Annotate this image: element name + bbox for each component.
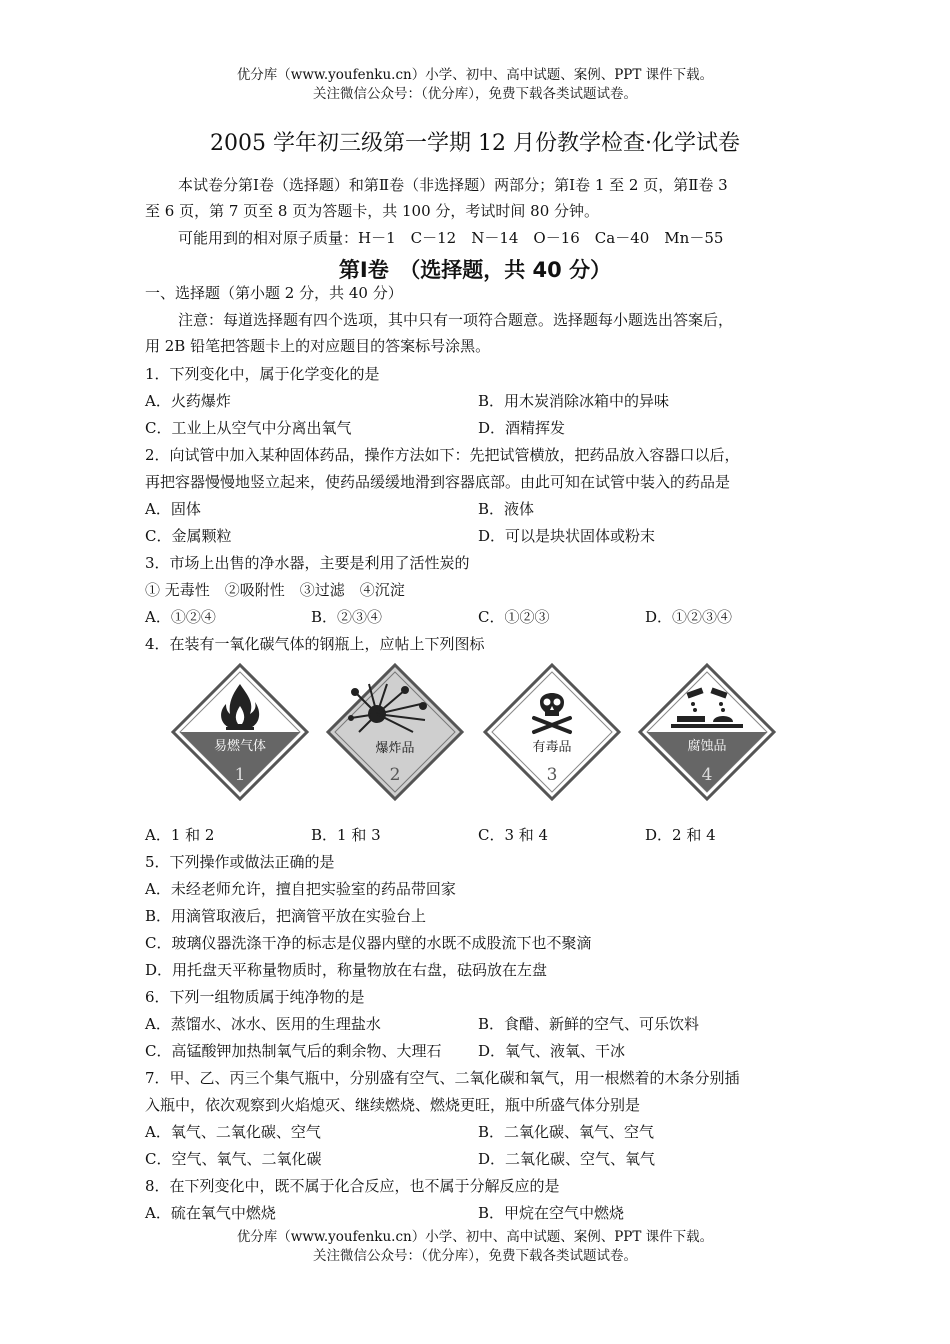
q2-stem-1: 2．向试管中加入某种固体药品，操作方法如下：先把试管横放，把药品放入容器口以后， bbox=[145, 446, 740, 464]
hazard-sign-flammable bbox=[170, 662, 310, 802]
intro-line-2: 至 6 页，第 7 页至 8 页为答题卡，共 100 分，考试时间 80 分钟。 bbox=[145, 202, 600, 220]
q1-option-d: D．酒精挥发 bbox=[478, 419, 566, 437]
q2-option-b: B．液体 bbox=[478, 500, 535, 518]
q6-option-b: B．食醋、新鲜的空气、可乐饮料 bbox=[478, 1015, 700, 1033]
hazard-signs bbox=[145, 662, 845, 802]
q3-option-a: A．①②④ bbox=[145, 608, 216, 626]
q8-stem: 8．在下列变化中，既不属于化合反应，也不属于分解反应的是 bbox=[145, 1177, 560, 1195]
q6-option-c: C．高锰酸钾加热制氧气后的剩余物、大理石 bbox=[145, 1042, 442, 1060]
q7-option-a: A．氧气、二氧化碳、空气 bbox=[145, 1123, 321, 1141]
q2-stem-2: 再把容器慢慢地竖立起来，使药品缓缓地滑到容器底部。由此可知在试管中装入的药品是 bbox=[145, 473, 731, 491]
q8-option-a: A．硫在氧气中燃烧 bbox=[145, 1204, 276, 1222]
sign-4-number: 4 bbox=[701, 765, 713, 785]
q7-stem-2: 入瓶中，依次观察到火焰熄灭、继续燃烧、燃烧更旺，瓶中所盛气体分别是 bbox=[145, 1096, 641, 1114]
hazard-sign-explosive bbox=[325, 662, 465, 802]
sign-2-number: 2 bbox=[389, 765, 401, 785]
footer-line-2: 关注微信公众号：（优分库），免费下载各类试题试卷。 bbox=[313, 1248, 637, 1264]
q4-option-c: C．3 和 4 bbox=[478, 826, 549, 844]
q4-option-b: B．1 和 3 bbox=[311, 826, 381, 844]
sign-2-label: 爆炸品 bbox=[375, 741, 415, 756]
q7-option-d: D．二氧化碳、空气、氧气 bbox=[478, 1150, 656, 1168]
q5-option-b: B．用滴管取液后，把滴管平放在实验台上 bbox=[145, 907, 427, 925]
note-line-2: 用 2B 铅笔把答题卡上的对应题目的答案标号涂黑。 bbox=[145, 337, 491, 355]
q2-option-c: C．金属颗粒 bbox=[145, 527, 232, 545]
q5-stem: 5．下列操作或做法正确的是 bbox=[145, 853, 335, 871]
q5-option-a: A．未经老师允许，擅自把实验室的药品带回家 bbox=[145, 880, 456, 898]
q7-option-c: C．空气、氧气、二氧化碳 bbox=[145, 1150, 322, 1168]
q1-stem: 1．下列变化中，属于化学变化的是 bbox=[145, 365, 380, 383]
footer-line-1: 优分库（www.youfenku.cn）小学、初中、高中试题、案例、PPT 课件下载。 bbox=[236, 1229, 714, 1245]
q1-option-b: B．用木炭消除冰箱中的异味 bbox=[478, 392, 670, 410]
sign-1-label: 易燃气体 bbox=[213, 739, 267, 754]
q5-option-d: D．用托盘天平称量物质时，称量物放在右盘，砝码放在左盘 bbox=[145, 961, 548, 979]
sign-3-number: 3 bbox=[546, 765, 558, 785]
hazard-sign-toxic bbox=[482, 662, 622, 802]
q3-option-b: B．②③④ bbox=[311, 608, 383, 626]
q2-option-d: D．可以是块状固体或粉末 bbox=[478, 527, 656, 545]
q1-option-c: C．工业上从空气中分离出氧气 bbox=[145, 419, 352, 437]
q3-stem: 3．市场上出售的净水器，主要是利用了活性炭的 bbox=[145, 554, 470, 572]
sign-1-number: 1 bbox=[234, 765, 246, 785]
q3-option-c: C．①②③ bbox=[478, 608, 550, 626]
header-line-2: 关注微信公众号：（优分库），免费下载各类试题试卷。 bbox=[313, 86, 637, 102]
sign-3-label: 有毒品 bbox=[532, 740, 572, 755]
part-heading: 一、选择题（第小题 2 分，共 40 分） bbox=[145, 284, 403, 302]
q5-option-c: C．玻璃仪器洗涤干净的标志是仪器内壁的水既不成股流下也不聚滴 bbox=[145, 934, 592, 952]
q3-option-d: D．①②③④ bbox=[645, 608, 733, 626]
section-title: 第Ⅰ卷 （选择题，共 40 分） bbox=[338, 258, 612, 282]
q4-option-a: A．1 和 2 bbox=[145, 826, 215, 844]
q7-stem-1: 7．甲、乙、丙三个集气瓶中，分别盛有空气、二氧化碳和氧气，用一根燃着的木条分别插 bbox=[145, 1069, 740, 1087]
sign-4-label: 腐蚀品 bbox=[687, 739, 727, 754]
intro-line-1: 本试卷分第Ⅰ卷（选择题）和第Ⅱ卷（非选择题）两部分；第Ⅰ卷 1 至 2 页，第Ⅱ卷 3 bbox=[178, 176, 728, 194]
q6-option-d: D．氧气、液氧、干冰 bbox=[478, 1042, 626, 1060]
page-title: 2005 学年初三级第一学期 12 月份教学检查·化学试卷 bbox=[210, 131, 740, 156]
q1-option-a: A．火药爆炸 bbox=[145, 392, 231, 410]
header-line-1: 优分库（www.youfenku.cn）小学、初中、高中试题、案例、PPT 课件下载。 bbox=[236, 67, 714, 83]
q6-option-a: A．蒸馏水、冰水、医用的生理盐水 bbox=[145, 1015, 381, 1033]
q8-option-b: B．甲烷在空气中燃烧 bbox=[478, 1204, 625, 1222]
q3-items: ① 无毒性 ②吸附性 ③过滤 ④沉淀 bbox=[145, 581, 405, 599]
q2-option-a: A．固体 bbox=[145, 500, 201, 518]
q6-stem: 6．下列一组物质属于纯净物的是 bbox=[145, 988, 365, 1006]
atomic-masses: 可能用到的相对原子质量：H－1 C－12 N－14 O－16 Ca－40 Mn－55 bbox=[178, 229, 724, 247]
hazard-sign-corrosive bbox=[637, 662, 777, 802]
q4-option-d: D．2 和 4 bbox=[645, 826, 716, 844]
note-line-1: 注意：每道选择题有四个选项，其中只有一项符合题意。选择题每小题选出答案后， bbox=[178, 311, 734, 329]
q7-option-b: B．二氧化碳、氧气、空气 bbox=[478, 1123, 655, 1141]
q4-stem: 4．在装有一氧化碳气体的钢瓶上，应帖上下列图标 bbox=[145, 635, 485, 653]
